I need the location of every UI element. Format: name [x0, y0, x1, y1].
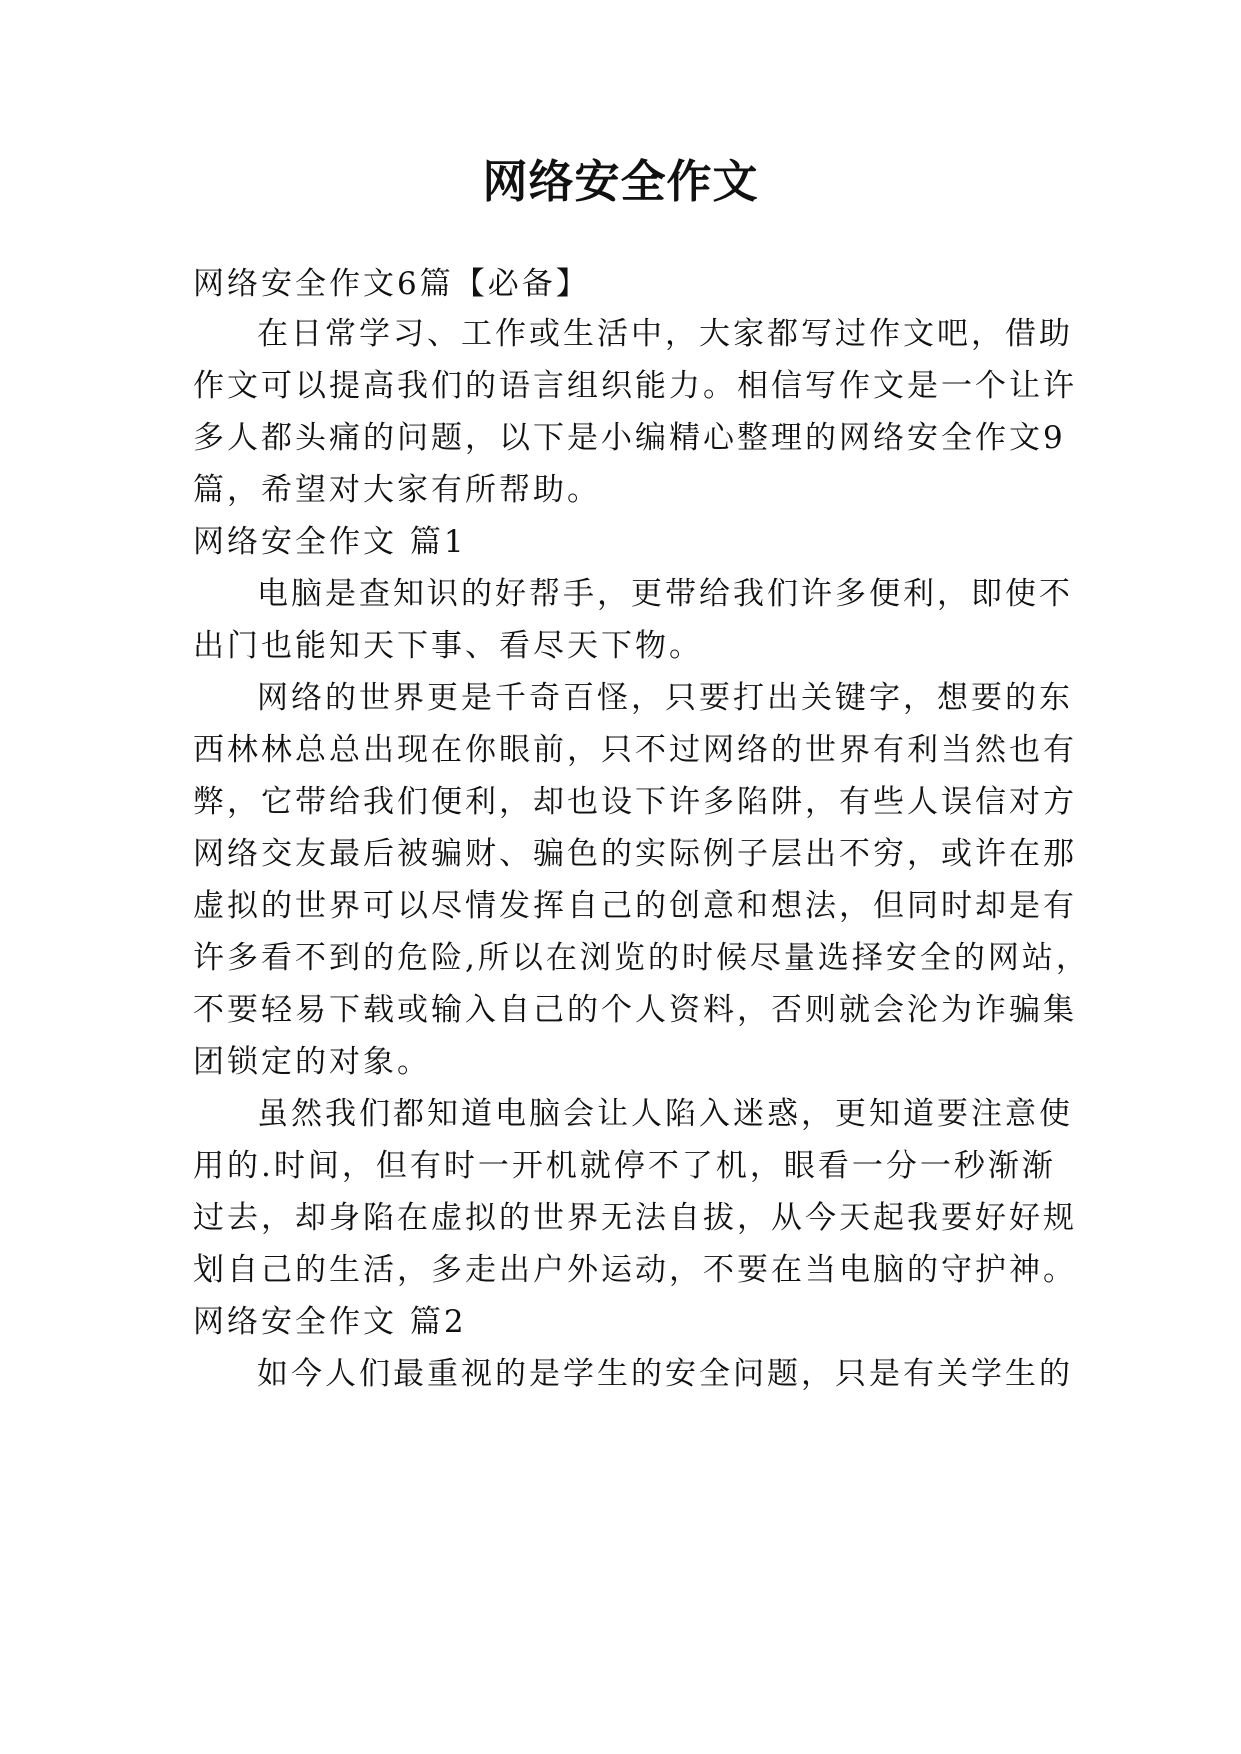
section-heading: 网络安全作文 篇1 — [193, 524, 467, 560]
paragraph-line: 多人都头痛的问题，以下是小编精心整理的网络安全作文9 — [193, 420, 1066, 456]
paragraph-line: 出门也能知天下事、看尽天下物。 — [193, 628, 703, 664]
section-heading: 网络安全作文 篇2 — [193, 1304, 467, 1340]
paragraph-line: 不要轻易下载或输入自己的个人资料，否则就会沦为诈骗集 — [193, 992, 1077, 1028]
paragraph-line: 许多看不到的危险,所以在浏览的时候尽量选择安全的网站， — [193, 940, 1090, 976]
paragraph-line: 弊，它带给我们便利，却也设下许多陷阱，有些人误信对方 — [193, 784, 1077, 820]
paragraph-line: 虚拟的世界可以尽情发挥自己的创意和想法，但同时却是有 — [193, 888, 1077, 924]
document-subtitle: 网络安全作文6篇【必备】 — [193, 266, 590, 302]
paragraph-line: 划自己的生活，多走出户外运动，不要在当电脑的守护神。 — [193, 1252, 1077, 1288]
document-title: 网络安全作文 — [482, 155, 759, 208]
paragraph-line: 用的.时间，但有时一开机就停不了机，眼看一分一秒渐渐 — [193, 1148, 1056, 1184]
paragraph-line: 西林林总总出现在你眼前，只不过网络的世界有利当然也有 — [193, 732, 1077, 768]
paragraph-line: 团锁定的对象。 — [193, 1044, 431, 1080]
paragraph-line: 如今人们最重视的是学生的安全问题，只是有关学生的 — [257, 1356, 1073, 1392]
paragraph-line: 网络的世界更是千奇百怪，只要打出关键字，想要的东 — [257, 680, 1073, 716]
paragraph-line: 篇，希望对大家有所帮助。 — [193, 472, 601, 508]
paragraph-line: 过去，却身陷在虚拟的世界无法自拔，从今天起我要好好规 — [193, 1200, 1077, 1236]
paragraph-line: 虽然我们都知道电脑会让人陷入迷惑，更知道要注意使 — [257, 1096, 1073, 1132]
paragraph-line: 电脑是查知识的好帮手，更带给我们许多便利，即使不 — [257, 576, 1073, 612]
paragraph-line: 在日常学习、工作或生活中，大家都写过作文吧，借助 — [257, 316, 1073, 352]
paragraph-line: 网络交友最后被骗财、骗色的实际例子层出不穷，或许在那 — [193, 836, 1077, 872]
paragraph-line: 作文可以提高我们的语言组织能力。相信写作文是一个让许 — [193, 368, 1077, 404]
